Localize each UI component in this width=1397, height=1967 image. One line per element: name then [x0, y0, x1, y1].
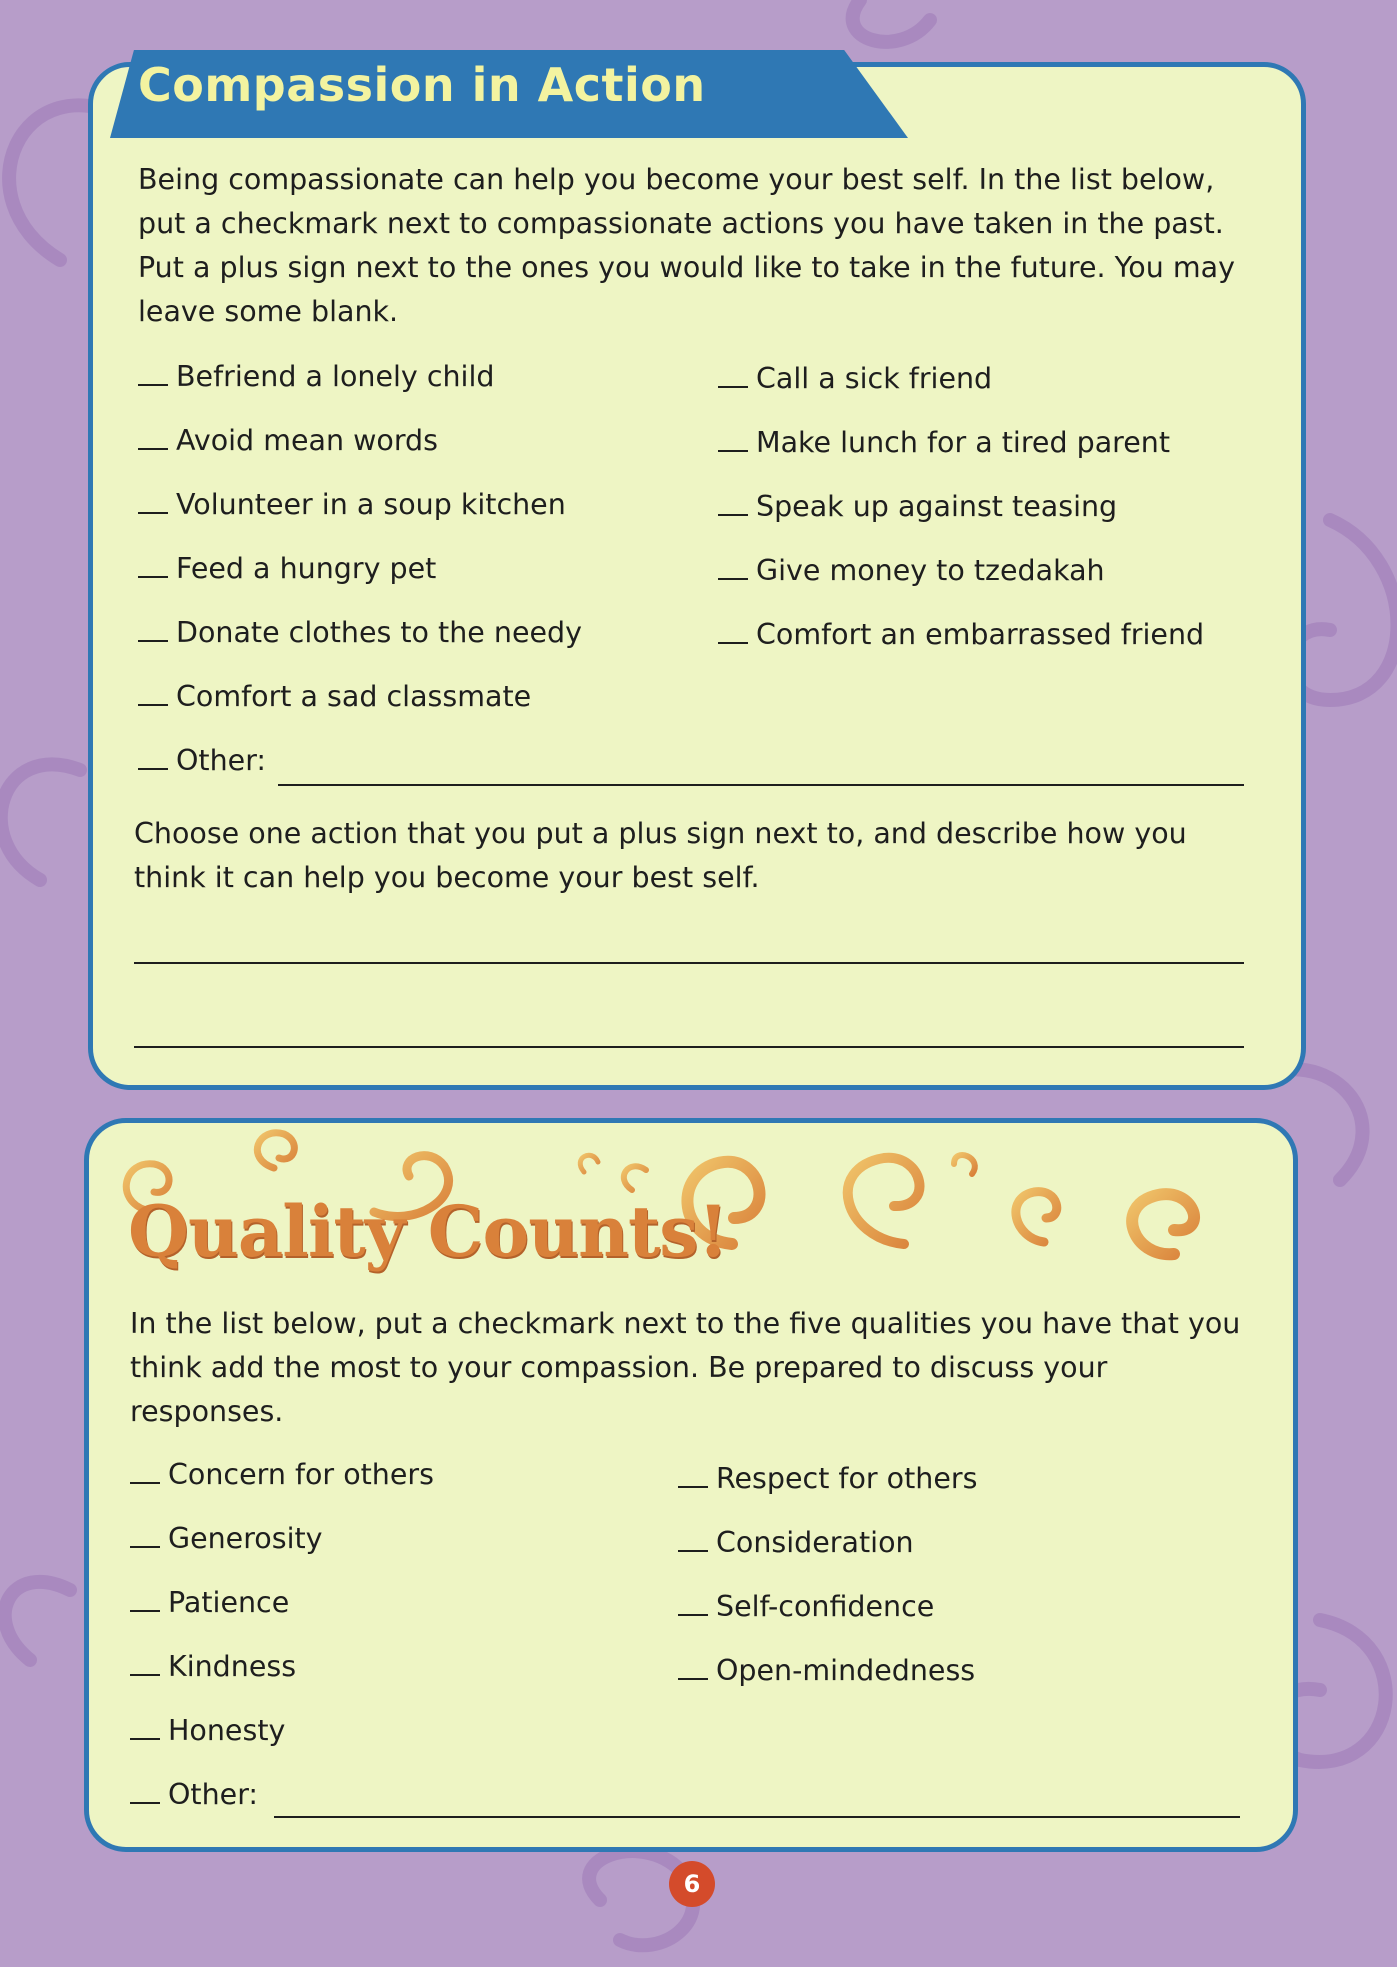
answer-blank[interactable]	[130, 1712, 160, 1740]
answer-blank[interactable]	[718, 616, 748, 644]
quality-item[interactable]: Patience	[130, 1584, 289, 1622]
answer-blank[interactable]	[138, 550, 168, 578]
answer-blank[interactable]	[138, 358, 168, 386]
action-item[interactable]: Volunteer in a soup kitchen	[138, 486, 566, 524]
page-number: 6	[669, 1861, 715, 1907]
answer-blank[interactable]	[130, 1648, 160, 1676]
other-line[interactable]	[274, 1816, 1240, 1818]
action-item[interactable]: Feed a hungry pet	[138, 550, 436, 588]
action-item[interactable]: Speak up against teasing	[718, 488, 1117, 526]
action-item[interactable]: Donate clothes to the needy	[138, 614, 582, 652]
action-item[interactable]: Befriend a lonely child	[138, 358, 494, 396]
section-title: Compassion in Action	[138, 58, 706, 112]
answer-blank[interactable]	[130, 1520, 160, 1548]
instructions-text: Being compassionate can help you become your best self. In the list below, put a checkmark next to compassionate actions you have taken in the past. Put a plus sign next to the ones you would like to take in the future. You may leave some blank.	[138, 163, 1235, 328]
quality-item[interactable]: Kindness	[130, 1648, 296, 1686]
other-item[interactable]: Other:	[130, 1776, 258, 1814]
answer-blank[interactable]	[130, 1776, 160, 1804]
action-item[interactable]: Call a sick friend	[718, 360, 992, 398]
quality-item[interactable]: Honesty	[130, 1712, 285, 1750]
answer-blank[interactable]	[718, 424, 748, 452]
quality-item[interactable]: Respect for others	[678, 1460, 977, 1498]
answer-blank[interactable]	[718, 552, 748, 580]
quality-item[interactable]: Self-confidence	[678, 1588, 934, 1626]
quality-item[interactable]: Open-mindedness	[678, 1652, 975, 1690]
answer-blank[interactable]	[678, 1588, 708, 1616]
answer-blank[interactable]	[138, 422, 168, 450]
action-item[interactable]: Comfort a sad classmate	[138, 678, 531, 716]
action-item[interactable]: Make lunch for a tired parent	[718, 424, 1170, 462]
answer-blank[interactable]	[678, 1524, 708, 1552]
quality-item[interactable]: Consideration	[678, 1524, 914, 1562]
answer-blank[interactable]	[718, 488, 748, 516]
answer-line[interactable]	[134, 1046, 1244, 1048]
writing-prompt: Choose one action that you put a plus sign next to, and describe how you think it can help you become your best self.	[134, 817, 1187, 894]
answer-blank[interactable]	[678, 1652, 708, 1680]
other-line[interactable]	[278, 784, 1244, 786]
other-item[interactable]: Other:	[138, 742, 266, 780]
answer-blank[interactable]	[138, 678, 168, 706]
answer-blank[interactable]	[678, 1460, 708, 1488]
quality-item[interactable]: Generosity	[130, 1520, 323, 1558]
section-title: Quality Counts!	[128, 1190, 728, 1273]
instructions-text: In the list below, put a checkmark next to the five qualities you have that you think add the most to your compassion. Be prepared to discuss your responses.	[130, 1307, 1241, 1428]
answer-blank[interactable]	[718, 360, 748, 388]
answer-blank[interactable]	[138, 742, 168, 770]
action-item[interactable]: Comfort an embarrassed friend	[718, 616, 1204, 654]
answer-line[interactable]	[134, 962, 1244, 964]
action-item[interactable]: Give money to tzedakah	[718, 552, 1105, 590]
answer-blank[interactable]	[138, 614, 168, 642]
answer-blank[interactable]	[130, 1584, 160, 1612]
action-item[interactable]: Avoid mean words	[138, 422, 438, 460]
quality-item[interactable]: Concern for others	[130, 1456, 434, 1494]
answer-blank[interactable]	[130, 1456, 160, 1484]
answer-blank[interactable]	[138, 486, 168, 514]
